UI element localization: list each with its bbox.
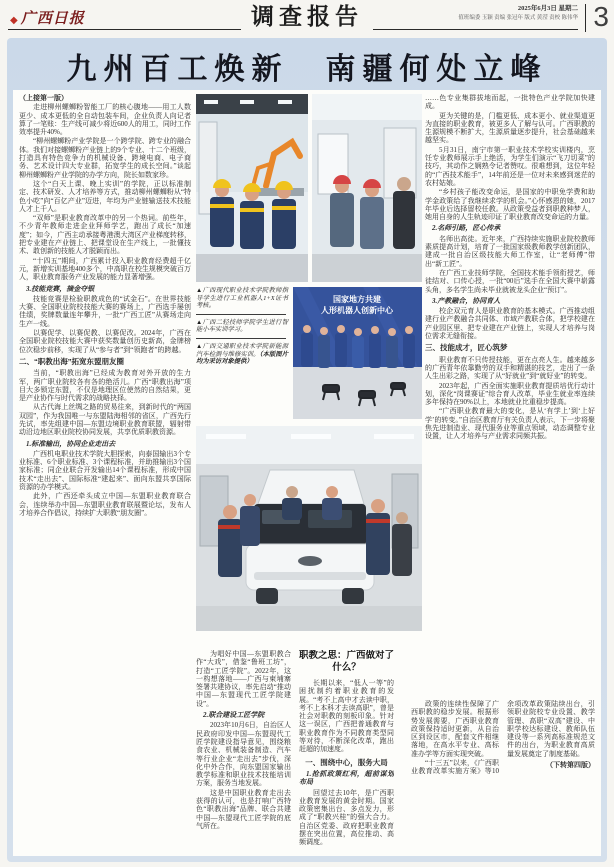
body-paragraph: 这个“白天上课、晚上实训”的学院，正以标准制定、技术研发、人才培养等方式，推动柳州螺蛳粉从“特色小吃”向“百亿产业”迈进，年均为产业链输送技术技能人才上千人。 <box>19 179 191 213</box>
photo-credit: （本版图片均为采访对象提供） <box>196 350 288 366</box>
body-paragraph: “十三五”以来，《广西职业教育改革实施方案》等10余项改革政策陆续出台，引领职业院校专业设置、教学管理、高职“双高”建设、中职学校达标建设、教师队伍建设等一系列高标准规范文件的出台，为职业教育高质量发展奠定了制度基础。 <box>411 700 595 776</box>
body-paragraph: 5月31日，南宁市第一职业技术学校实训楼内，烹饪专业教师展示手上绝活，为学生们演示“飞刀切菜”的技巧，其动作之娴熟令记者赞叹。很难想到，这位年轻的“广西技术能手”，14年前还是一位对未来感到迷茫的农村姑娘。 <box>425 145 595 187</box>
body-paragraph: “柳州螺蛳粉产业学院是一个跨学院、跨专业的融合体。我们对接螺蛳粉产业链上的9个专业、十二个班级，打造具有特色竞争力的机械设备、跨境电商、电子商务、艺术设计四大专业群，拓宽学生的成长空间。”谈起柳州螺蛳粉产业学院的办学方向，院长如数家珍。 <box>19 137 191 179</box>
body-paragraph: 在广西工业技师学院，全国技术能手领衔授艺，师徒结对、口传心授，一批“00后”选手在全国大赛中崭露头角，多名学生尚未毕业就被龙头企业“预订”。 <box>425 268 595 294</box>
body-paragraph: “乡村孩子能改变命运，是国家的中职免学费和助学金政策给了我继续求学的机会。”心怀感恩的她，2017年毕业后选择留校任教。从政策受益者到职教种梦人，她用自身的人生轨迹印证了职业教育改变命运的力量。 <box>425 188 595 222</box>
photo-smart-manufacturing-training <box>312 94 422 282</box>
subhead-3-skills-competition: 3.技能竞赛，摘金夺银 <box>26 284 95 293</box>
continued-on-page-four: （下转第四版） <box>546 761 595 770</box>
worker-figures <box>210 179 296 249</box>
body-paragraph: 广西机电职业技术学院大胆探索，向泰国输出3个专业标准、6个职业标准、3个课程标准，并助推输出3个国家标准；同企业联合开发输出14个课程标准，形成中国技术“走出去”、国际标准“建起来”、面向东盟共享国际资源的办学模式。 <box>19 449 191 492</box>
body-paragraph: 为唱好中国—东盟职教合作“大戏”，借鉴“鲁班工坊”，打造“工匠学院”。2022年，这一构想落地——广西与柬埔寨签署共建协议，率先启动“推动中国—东盟现代工匠学院建设”。 <box>196 650 291 708</box>
body-paragraph: 走进柳州螺蛳粉智能工厂的核心腹地——用工人数更少、成本更低的全自动包装车间，企业负责人向记者算了一笔账：生产线可减少将近600人的用工，同时工作效率提升40%。 <box>19 103 191 137</box>
subhead-1-serve-overall: 一、围绕中心，服务大局 <box>305 757 388 767</box>
body-paragraph: 职业教育不只传授技能，更在点亮人生。越来越多的广西青年依靠勤劳的双手和精湛的技艺，走出了一条人生出彩之路，实现了从“好就业”到“就好业”的转变。 <box>425 355 595 381</box>
body-paragraph: 校企双元育人是职业教育的基本模式。广西推动组建行业产教融合共同体、市域产教联合体，把学校建在产业园区里、把专业建在产业链上，实现人才培养与岗位需求无缝衔接。 <box>425 307 595 341</box>
article-body <box>13 90 601 856</box>
body-paragraph: 2023年起，广西全面实施职业教育提质培优行动计划，深化“岗课赛证”综合育人改革，毕业生就业率连续多年保持在90%以上，本地就业比重稳步提高。 <box>425 381 595 407</box>
body-paragraph: 从古代海上丝绸之路的贸易往来，到新时代的“两国双园”，作为我国唯一与东盟陆海相邻的省区，广西先行先试，率先组建中国—东盟边境职业教育联盟，辐射带动沿边地区职业院校协同发展，共享优质职教资源。 <box>19 403 191 437</box>
body-paragraph: 以赛促学、以赛促教、以赛促改。2024年，广西在全国职业院校技能大赛中获奖数量创历史新高，金牌榜位次稳步前移，实现了从“参与者”到“领跑者”的跨越。 <box>19 329 191 354</box>
backdrop-sign-line1: 国家地方共建 <box>333 295 381 304</box>
subhead-1-policy-dividend: 1.抢抓政策红利，超前谋划布局 <box>299 769 394 787</box>
right-text-column <box>425 94 595 692</box>
body-paragraph: “双师”是职业教育改革中的另一个热词。前些年，不少青年教师走进企业拜师学艺，跑出了成长“加速度”；如今，广西主动承接粤港澳大湾区产业梯度转移，把专业建在产业链上、把课堂设在生产线上，一批懂技术、敢创新的技能人才脱颖而出。 <box>19 214 191 256</box>
body-paragraph: 技能竞赛是检验职教成色的“试金石”。在世界技能大赛、全国职业院校技能大赛的赛场上，广西选手屡创佳绩，奖牌数量连年攀升，一批“广西工匠”从赛场走向生产一线。 <box>19 294 191 328</box>
body-paragraph: ……色专业集群拔地而起，一批特色产业学院加快建成。 <box>425 94 595 111</box>
body-paragraph: 此外，广西还牵头成立中国—东盟职业教育联合会，连续举办中国—东盟职业教育联展暨论坛，发布人才培养合作倡议，持续扩大职教“朋友圈”。 <box>19 492 191 517</box>
masthead-seal-icon: ◆ <box>10 15 19 26</box>
photo-caption-1: ▲广西现代职业技术学院教师指导学生进行工业机器人1+X证书考核。 <box>196 287 288 310</box>
body-paragraph: 长期以来，“低人一等”的困扰制约着职业教育的发展。“考不上高中才去读中职，考不上本科才去读高职”，曾是社会对职教的刻板印象。针对这一误区，广西把普通教育与职业教育作为不同教育类型同等对待，不断深化改革，跑出赶超的加速度。 <box>299 679 394 754</box>
bottom-right-columns <box>411 700 595 852</box>
left-text-column <box>19 94 191 852</box>
body-paragraph: 名师出高徒。近年来，广西持续实施职业院校教师素质提高计划，培育了一批国家级教师教学创新团队，建成一批自治区级技能大师工作室，让“老师傅”带出“新工匠”。 <box>425 234 595 268</box>
body-paragraph: 回望过去10年，是广西职业教育发展的黄金时期。国家政策密集出台、多点发力，形成了“职教兴桂”的强大合力。自治区党委、政府把职业教育摆在突出位置，高位推动、高频调度。 <box>299 788 394 847</box>
page-header <box>0 0 614 36</box>
photo-area <box>196 94 422 631</box>
date-block <box>458 4 578 22</box>
page-number: 3 <box>593 1 609 32</box>
staff-credits: 值班编委 玉颖 责编 张冠年 版式 黄滢 责校 陈伟华 <box>458 14 578 21</box>
caption-divider <box>196 338 286 339</box>
newspaper-masthead <box>10 7 85 28</box>
photo-caption-3: ▲广西交通职业技术学院新能源汽车检测与维修实训。（本版图片均为采访对象提供） <box>196 342 288 366</box>
masthead-text: 广西日报 <box>20 11 85 27</box>
section-head-reflection: 职教之思：广西做对了什么？ <box>299 650 394 673</box>
body-paragraph: “十四五”期间，广西累计投入职业教育经费超千亿元，新增实训基地400多个，中高职在校生规模突破百万人，职业教育服务产业发展的能力显著增强。 <box>19 256 191 282</box>
section-title: 调查报告 <box>241 2 373 32</box>
subhead-2-master-teachers: 2.名师引路，匠心传承 <box>432 224 501 233</box>
subhead-3-skills-dream: 三、技能成才，匠心筑梦 <box>425 343 508 353</box>
photo-robot-dog-demo <box>293 287 422 419</box>
body-paragraph: 政策的连续性保障了广西职教的稳步发展。根据形势发展需要，广西职业教育政策保持适时更新，从自治区到设区市，配套文件相继落地，在高水平专业、高标准办学等方面实现突破。 <box>411 700 499 758</box>
top-photo-row <box>196 94 422 282</box>
photo-industrial-robot-training <box>196 94 308 282</box>
body-paragraph: 当前，“职教出海”已经成为教育对外开放的生力军，两广职业院校各有各的绝活儿。广西“职教出海”项目大多锁定东盟，不仅是地理区位使然的自然结果，更是产业协作与时代需求的战略抉择。 <box>19 369 191 403</box>
photo-caption-2: ▲广西二轻技师学院学生进行智能小车实训学习。 <box>196 318 288 334</box>
body-paragraph: 这是中国职业教育走出去获得的认可，也是打响广西特色“职教出海”品牌、联合共建中国—东盟现代工匠学院的底气所在。 <box>196 788 291 830</box>
subhead-3-industry-education-integration: 3.产教融合，协同育人 <box>432 296 501 305</box>
backdrop-sign-line2: 人形机器人创新中心 <box>321 306 393 315</box>
body-paragraph: 更为关键的是，门槛更低、成本更小、就业渠道更为直接的职业教育，被更多人了解与认可。广西职教的生源规模不断扩大，生源质量逐步提升，社会基础越来越坚实。 <box>425 111 595 145</box>
body-paragraph: “广西职业教育最大的变化，是从‘有学上’到‘上好学’的转变。”自治区教育厅有关负责人表示，下一步将聚焦先进制造业、现代服务业等重点领域，动态调整专业设置，让人才培养与产业需求同频共振。 <box>425 407 595 441</box>
date-line: 2025年6月3日 星期二 <box>517 5 578 12</box>
car-photo-wrap <box>196 426 422 631</box>
caption-divider <box>196 314 286 315</box>
continued-from-page-one: （上接第一版） <box>19 94 68 102</box>
body-paragraph: 2023年10月6日，自治区人民政府印发中国—东盟现代工匠学院建设指导意见，围绕粮食农业、机械装备制造、汽车等行业企业“走出去”步伐，深化中外合作，向东盟国家输出教学标准和职业技术技能培训方案，服务当地发展。 <box>196 721 291 788</box>
caption-column <box>196 287 288 369</box>
main-headline: 九州百工焕新 南疆何处立峰 <box>66 53 548 86</box>
photo-ev-maintenance-training <box>196 426 422 631</box>
content-panel <box>7 38 607 862</box>
subhead-2-artisan-colleges: 2.联合建设工匠学院 <box>203 711 265 720</box>
bottom-left-columns <box>196 650 394 850</box>
page-number-divider <box>585 4 586 32</box>
subhead-2-vocational-education-going-global: 二、“职教出海”拓宽东盟朋友圈 <box>19 356 124 366</box>
subhead-1-standards-output: 1.标准输出，协同企业走出去 <box>26 439 116 448</box>
